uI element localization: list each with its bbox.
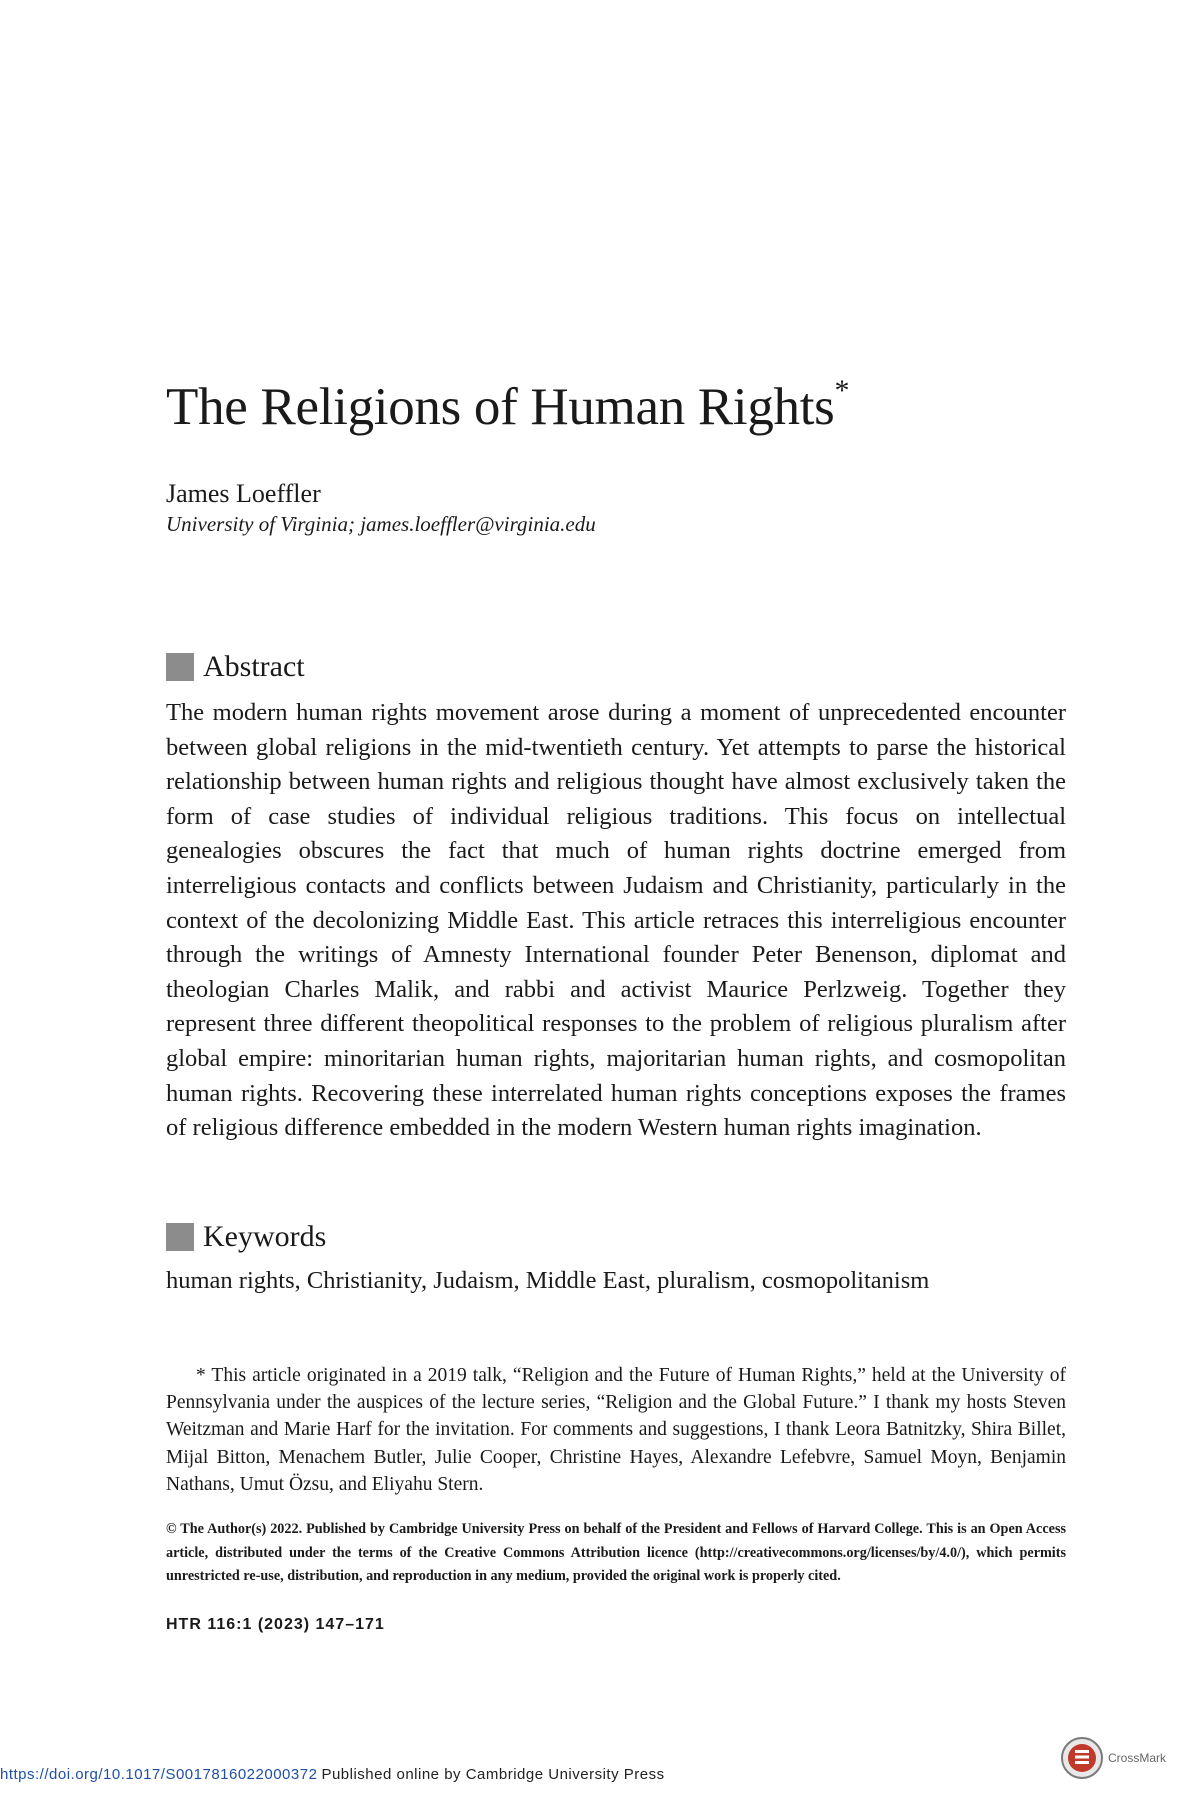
page-footer — [0, 1766, 665, 1783]
keywords-list: human rights, Christianity, Judaism, Middle East, pluralism, cosmopolitanism — [166, 1267, 930, 1294]
section-square-icon — [166, 1223, 194, 1251]
copyright-notice: © The Author(s) 2022. Published by Cambridge University Press on behalf of the President and Fellows of Harvard College. This is an Open Access article, distributed under the terms of the Creative Commons Attribution licence (http://creativecommons.org/licenses/by/4.0/), which permits unrestricted re-use, distribution, and reproduction in any medium, provided the original work is properly cited. — [166, 1521, 1066, 1584]
acknowledgement-footnote: * This article originated in a 2019 talk, “Religion and the Future of Human Rights,” held at the University of Pennsylvania under the auspices of the lecture series, “Religion and the Global Future.” I thank my hosts Steven Weitzman and Marie Harf for the invitation. For comments and suggestions, I thank Leora Batnitzky, Shira Billet, Mijal Bitton, Menachem Butler, Julie Cooper, Christine Hayes, Alexandre Lefebvre, Samuel Moyn, Benjamin Nathans, Umut Özsu, and Eliyahu Stern. — [166, 1365, 1066, 1495]
author-name: James Loeffler — [166, 479, 321, 508]
article-title-text: The Religions of Human Rights — [166, 378, 835, 436]
doi-link[interactable]: https://doi.org/10.1017/S0017816022000372 — [0, 1766, 318, 1783]
keywords-heading — [166, 1222, 326, 1252]
article-title — [166, 374, 850, 436]
keywords-heading-label: Keywords — [203, 1220, 327, 1253]
abstract-heading — [166, 652, 305, 682]
abstract-heading-label: Abstract — [203, 650, 305, 683]
abstract-text: The modern human rights movement arose during a moment of unprecedented encounter between global religions in the mid-twentieth century. Yet attempts to parse the historical relationship between human rights and religious thought have almost exclusively taken the form of case studies of individual religious traditions. This focus on intellectual genealogies obscures the fact that much of human rights doctrine emerged from interreligious contacts and conflicts between Judaism and Christianity, particularly in the context of the decolonizing Middle East. This article retraces this interreligious encounter through the writings of Amnesty International founder Peter Benenson, diplomat and theologian Charles Malik, and rabbi and activist Maurice Perlzweig. Together they represent three different theopolitical responses to the problem of religious pluralism after global empire: minoritarian human rights, majoritarian human rights, and cosmopolitan human rights. Recovering these interrelated human rights conceptions exposes the frames of religious difference embedded in the modern Western human rights imagination. — [166, 699, 1066, 1142]
crossmark-icon — [1060, 1736, 1104, 1780]
published-online-text: Published online by Cambridge University Press — [321, 1766, 665, 1783]
crossmark-badge[interactable] — [1060, 1736, 1166, 1780]
author-affiliation: University of Virginia; james.loeffler@virginia.edu — [166, 512, 596, 536]
title-footnote-marker[interactable]: * — [834, 374, 850, 407]
journal-citation: HTR 116:1 (2023) 147–171 — [166, 1616, 385, 1633]
section-square-icon — [166, 653, 194, 681]
crossmark-label: CrossMark — [1108, 1751, 1167, 1765]
